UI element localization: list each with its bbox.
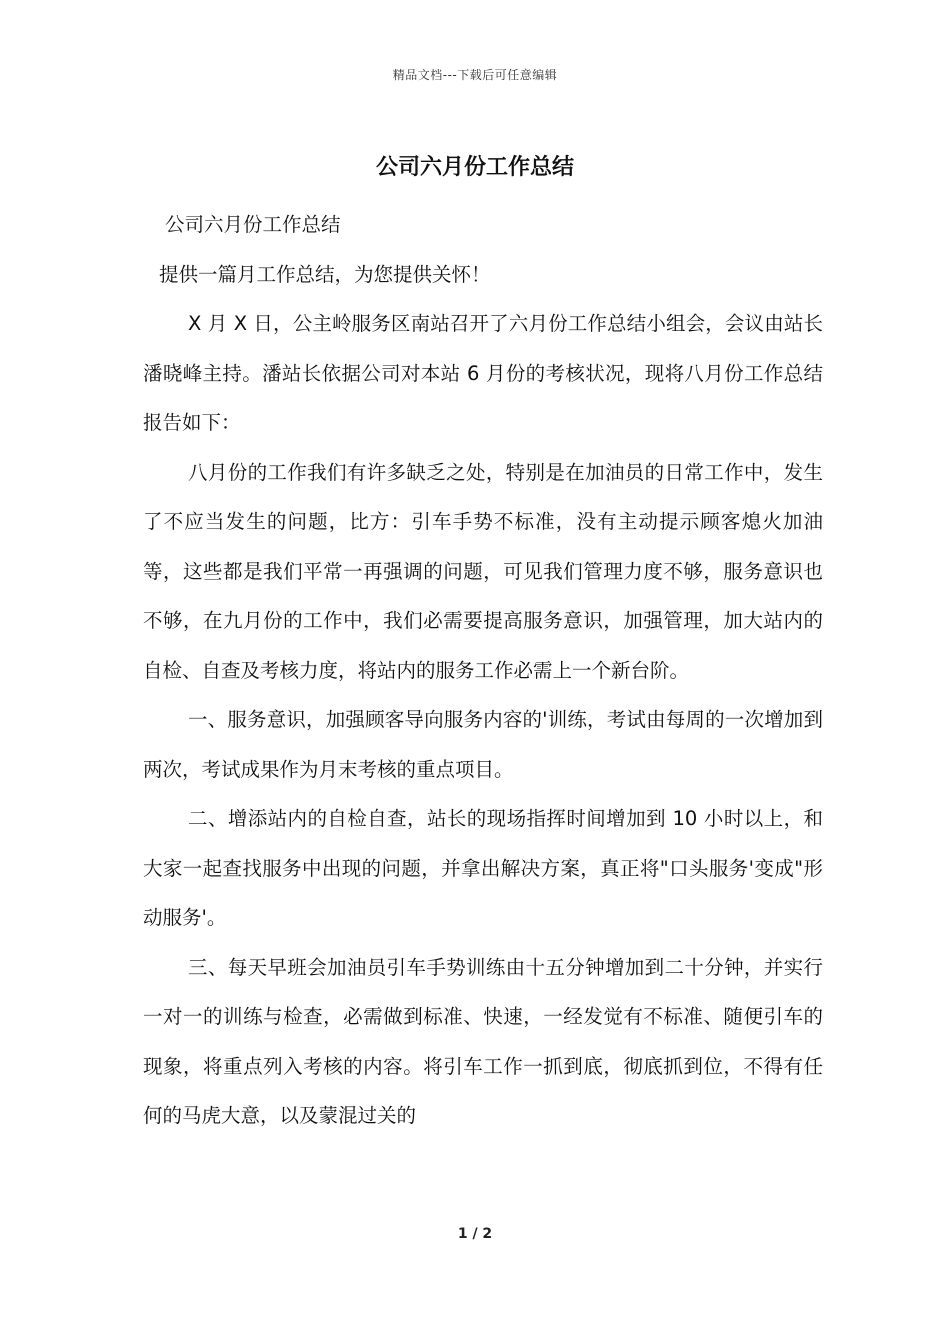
header-note: 精品文档---下载后可任意编辑 bbox=[392, 68, 558, 82]
subtitle-paragraph: 公司六月份工作总结 bbox=[165, 213, 341, 236]
document-body bbox=[143, 200, 823, 1141]
page-indicator: 1 / 2 bbox=[457, 1226, 493, 1242]
body-paragraph-item-3: 三、每天早班会加油员引车手势训练由十五分钟增加到二十分钟，并实行一对一的训练与检查，必需做到标准、快速，一经发觉有不标准、随便引车的现象，将重点列入考核的内容。将引车工作一抓到底，彻底抓到位，不得有任何的马虎大意，以及蒙混过关的 bbox=[143, 955, 823, 1127]
lead-paragraph: 提供一篇月工作总结，为您提供关怀！ bbox=[159, 262, 491, 286]
document-title: 公司六月份工作总结 bbox=[375, 155, 574, 180]
body-paragraph-item-2: 二、增添站内的自检自查，站长的现场指挥时间增加到 10 小时以上，和大家一起查找服务中出现的问题，并拿出解决方案，真正将"口头服务'变成"形动服务'。 bbox=[143, 807, 823, 929]
body-paragraph-meeting: X 月 X 日，公主岭服务区南站召开了六月份工作总结小组会，会议由站长潘晓峰主持。潘站长依据公司对本站 6 月份的考核状况，现将八月份工作总结报告如下： bbox=[143, 312, 823, 434]
body-paragraph-shortcomings: 八月份的工作我们有许多缺乏之处，特别是在加油员的日常工作中，发生了不应当发生的问题，比方：引车手势不标准，没有主动提示顾客熄火加油等，这些都是我们平常一再强调的问题，可见我们管理力度不够，服务意识也不够，在九月份的工作中，我们必需要提高服务意识，加强管理，加大站内的自检、自查及考核力度，将站内的服务工作必需上一个新台阶。 bbox=[143, 460, 823, 682]
body-paragraph-item-1: 一、服务意识，加强顾客导向服务内容的'训练，考试由每周的一次增加到两次，考试成果作为月末考核的重点项目。 bbox=[143, 708, 823, 781]
